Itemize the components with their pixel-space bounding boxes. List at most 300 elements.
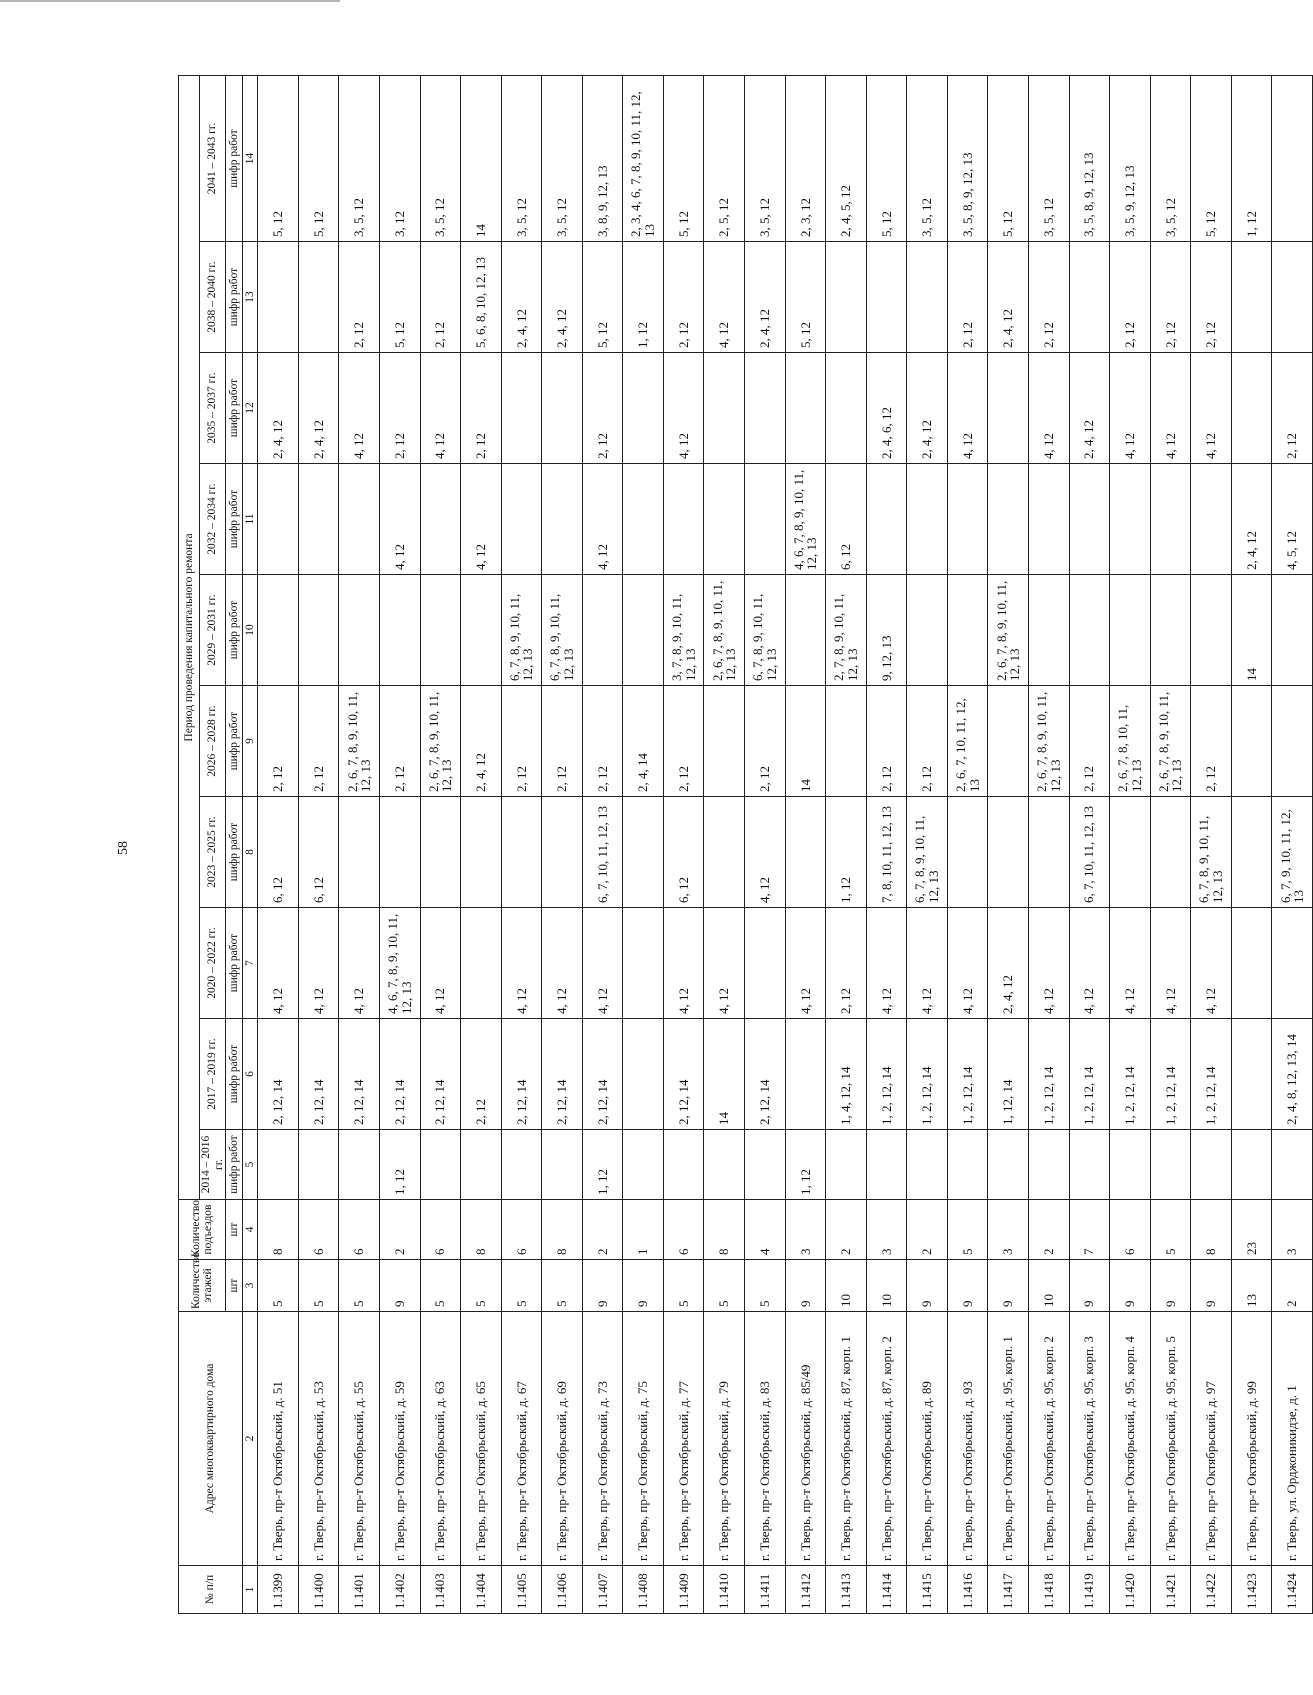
row-floors: 9: [947, 1260, 988, 1312]
row-work-codes: [1028, 797, 1069, 908]
row-work-codes: [1272, 242, 1313, 353]
row-work-codes: [785, 575, 826, 686]
row-work-codes: 1, 12: [379, 1130, 420, 1200]
row-number: 1.1413: [826, 1566, 867, 1614]
row-entrances: 2: [379, 1200, 420, 1260]
header-code-label: шифр работ: [226, 575, 243, 686]
header-period-5: 2029 – 2031 гг.: [200, 575, 226, 686]
row-work-codes: [907, 464, 948, 575]
table-row: [826, 75, 867, 1613]
row-floors: 10: [866, 1260, 907, 1312]
table-row: [1191, 75, 1232, 1613]
row-work-codes: [704, 1130, 745, 1200]
row-work-codes: 2, 12, 14: [298, 1019, 339, 1130]
row-entrances: 8: [542, 1200, 583, 1260]
row-work-codes: 3, 5, 12: [1150, 75, 1191, 241]
row-work-codes: [461, 1130, 502, 1200]
row-work-codes: [1231, 797, 1272, 908]
header-unit-floors: шт: [226, 1260, 243, 1312]
row-work-codes: [907, 242, 948, 353]
row-work-codes: [420, 464, 461, 575]
row-address: г. Тверь, пр-т Октябрьский, д. 95, корп. 4: [1110, 1312, 1151, 1566]
row-work-codes: [582, 575, 623, 686]
row-address: г. Тверь, пр-т Октябрьский, д. 95, корп. 3: [1069, 1312, 1110, 1566]
row-work-codes: 2, 6, 7, 8, 9, 10, 11, 12, 13: [704, 575, 745, 686]
row-work-codes: 5, 12: [866, 75, 907, 241]
row-address: г. Тверь, пр-т Октябрьский, д. 69: [542, 1312, 583, 1566]
row-work-codes: 1, 2, 12, 14: [907, 1019, 948, 1130]
table-row: [785, 75, 826, 1613]
row-address: г. Тверь, пр-т Октябрьский, д. 77: [663, 1312, 704, 1566]
row-work-codes: 6, 7, 8, 9, 10, 11, 12, 13: [501, 575, 542, 686]
table-row: [907, 75, 948, 1613]
row-work-codes: 6, 7, 10, 11, 12, 13: [1069, 797, 1110, 908]
row-entrances: 2: [582, 1200, 623, 1260]
row-work-codes: 4, 12: [1069, 908, 1110, 1019]
table-row: [582, 75, 623, 1613]
header-entrances: Количество подъездов: [179, 1200, 226, 1260]
row-work-codes: [1231, 1130, 1272, 1200]
row-work-codes: 4, 12: [582, 908, 623, 1019]
row-work-codes: [988, 464, 1029, 575]
row-work-codes: 6, 7, 8, 9, 10, 11, 12, 13: [907, 797, 948, 908]
header-column-number: 13: [243, 242, 258, 353]
row-number: 1.1423: [1231, 1566, 1272, 1614]
rotated-page-frame: [178, 76, 1313, 1614]
row-work-codes: 2, 12, 14: [745, 1019, 786, 1130]
row-work-codes: [1028, 575, 1069, 686]
row-work-codes: 1, 2, 12, 14: [947, 1019, 988, 1130]
row-number: 1.1409: [663, 1566, 704, 1614]
header-floors: Количество этажей: [179, 1260, 226, 1312]
row-work-codes: 2, 6, 7, 8, 10, 11, 12, 13: [1110, 686, 1151, 797]
row-work-codes: 4, 12: [461, 464, 502, 575]
row-work-codes: 2, 3, 4, 6, 7, 8, 9, 10, 11, 12, 13: [623, 75, 664, 241]
row-work-codes: 4, 12: [1110, 353, 1151, 464]
row-work-codes: 2, 4, 12: [745, 242, 786, 353]
row-work-codes: 2, 12, 14: [582, 1019, 623, 1130]
header-period-3: 2023 – 2025 гг.: [200, 797, 226, 908]
row-work-codes: [1110, 464, 1151, 575]
header-column-number: 6: [243, 1019, 258, 1130]
row-work-codes: [1272, 1130, 1313, 1200]
row-work-codes: [339, 575, 380, 686]
row-work-codes: [501, 464, 542, 575]
row-entrances: 6: [1110, 1200, 1151, 1260]
row-work-codes: [542, 464, 583, 575]
row-work-codes: 5, 6, 8, 10, 12, 13: [461, 242, 502, 353]
row-work-codes: [1231, 686, 1272, 797]
row-work-codes: 1, 12: [623, 242, 664, 353]
header-period-2: 2020 – 2022 гг.: [200, 908, 226, 1019]
row-work-codes: [826, 242, 867, 353]
row-number: 1.1408: [623, 1566, 664, 1614]
row-work-codes: [501, 353, 542, 464]
row-work-codes: [379, 575, 420, 686]
row-floors: 5: [501, 1260, 542, 1312]
row-work-codes: 2, 12: [663, 242, 704, 353]
header-period-0: 2014 – 2016 гг.: [200, 1130, 226, 1200]
row-number: 1.1411: [745, 1566, 786, 1614]
row-work-codes: 2, 12, 14: [501, 1019, 542, 1130]
row-work-codes: 2, 4, 5, 12: [826, 75, 867, 241]
row-work-codes: 2, 12: [947, 242, 988, 353]
row-work-codes: [947, 1130, 988, 1200]
row-work-codes: [947, 797, 988, 908]
row-work-codes: 2, 6, 7, 8, 9, 10, 11, 12, 13: [1150, 686, 1191, 797]
row-work-codes: 14: [461, 75, 502, 241]
row-work-codes: 3, 5, 8, 9, 12, 13: [947, 75, 988, 241]
row-work-codes: [866, 242, 907, 353]
row-work-codes: 7, 8, 10, 11, 12, 13: [866, 797, 907, 908]
row-work-codes: [1150, 575, 1191, 686]
table-row: [501, 75, 542, 1613]
row-work-codes: 2, 12: [298, 686, 339, 797]
row-work-codes: [663, 464, 704, 575]
header-column-number: 8: [243, 797, 258, 908]
row-work-codes: [501, 1130, 542, 1200]
row-work-codes: 4, 12: [542, 908, 583, 1019]
header-code-label: шифр работ: [226, 464, 243, 575]
row-number: 1.1410: [704, 1566, 745, 1614]
row-floors: 10: [826, 1260, 867, 1312]
row-work-codes: 4, 12: [339, 353, 380, 464]
row-entrances: 6: [420, 1200, 461, 1260]
row-work-codes: [826, 686, 867, 797]
row-work-codes: 3, 5, 12: [907, 75, 948, 241]
row-work-codes: 4, 12: [1191, 908, 1232, 1019]
row-work-codes: [501, 797, 542, 908]
scan-edge-line: [0, 0, 340, 2]
row-work-codes: 14: [704, 1019, 745, 1130]
row-work-codes: 3, 7, 8, 9, 10, 11, 12, 13: [663, 575, 704, 686]
row-entrances: 7: [1069, 1200, 1110, 1260]
row-work-codes: [907, 1130, 948, 1200]
row-work-codes: 1, 2, 12, 14: [1028, 1019, 1069, 1130]
row-work-codes: [907, 575, 948, 686]
row-work-codes: 2, 4, 12: [501, 242, 542, 353]
table-row: [1150, 75, 1191, 1613]
row-work-codes: 4, 12: [947, 353, 988, 464]
row-entrances: 6: [663, 1200, 704, 1260]
header-period-4: 2026 – 2028 гг.: [200, 686, 226, 797]
row-address: г. Тверь, пр-т Октябрьский, д. 89: [907, 1312, 948, 1566]
row-floors: 9: [785, 1260, 826, 1312]
table-body: [258, 75, 1313, 1613]
row-work-codes: 14: [1231, 575, 1272, 686]
row-floors: 5: [258, 1260, 299, 1312]
row-work-codes: 6, 12: [258, 797, 299, 908]
row-work-codes: 2, 12: [1191, 686, 1232, 797]
row-work-codes: 4, 12: [420, 353, 461, 464]
page-number: 58: [116, 841, 131, 855]
row-work-codes: [623, 908, 664, 1019]
row-work-codes: 4, 5, 12: [1272, 464, 1313, 575]
header-period: Период проведения капитального ремонта: [179, 75, 200, 1199]
row-work-codes: [1069, 464, 1110, 575]
row-entrances: 5: [1150, 1200, 1191, 1260]
row-work-codes: 4, 12: [339, 908, 380, 1019]
row-work-codes: 1, 2, 12, 14: [1191, 1019, 1232, 1130]
row-work-codes: 3, 5, 12: [1028, 75, 1069, 241]
row-work-codes: [298, 242, 339, 353]
header-address: Адрес многоквартирного дома: [179, 1312, 243, 1566]
row-work-codes: 6, 7, 10, 11, 12, 13: [582, 797, 623, 908]
row-work-codes: [1272, 686, 1313, 797]
row-floors: 5: [542, 1260, 583, 1312]
row-work-codes: 4, 12: [258, 908, 299, 1019]
row-work-codes: [785, 797, 826, 908]
row-work-codes: [1231, 242, 1272, 353]
row-address: г. Тверь, пр-т Октябрьский, д. 65: [461, 1312, 502, 1566]
row-work-codes: 2, 12, 14: [542, 1019, 583, 1130]
row-work-codes: [1231, 353, 1272, 464]
row-work-codes: 4, 12: [907, 908, 948, 1019]
row-number: 1.1422: [1191, 1566, 1232, 1614]
row-work-codes: [1110, 575, 1151, 686]
row-work-codes: 2, 12: [907, 686, 948, 797]
row-work-codes: 1, 12: [785, 1130, 826, 1200]
row-work-codes: 2, 12: [745, 686, 786, 797]
row-work-codes: 2, 12, 14: [379, 1019, 420, 1130]
row-work-codes: 6, 7, 8, 9, 10, 11, 12, 13: [1191, 797, 1232, 908]
row-address: г. Тверь, пр-т Октябрьский, д. 85/49: [785, 1312, 826, 1566]
row-address: г. Тверь, пр-т Октябрьский, д. 63: [420, 1312, 461, 1566]
row-work-codes: 2, 12: [826, 908, 867, 1019]
row-work-codes: 2, 12: [1110, 242, 1151, 353]
row-entrances: 4: [745, 1200, 786, 1260]
row-entrances: 1: [623, 1200, 664, 1260]
row-number: 1.1420: [1110, 1566, 1151, 1614]
row-work-codes: 2, 3, 12: [785, 75, 826, 241]
row-number: 1.1400: [298, 1566, 339, 1614]
row-work-codes: [947, 575, 988, 686]
row-address: г. Тверь, пр-т Октябрьский, д. 87, корп. 2: [866, 1312, 907, 1566]
row-work-codes: 2, 4, 12: [988, 908, 1029, 1019]
row-work-codes: [1069, 1130, 1110, 1200]
row-entrances: 8: [1191, 1200, 1232, 1260]
row-work-codes: 6, 7, 8, 9, 10, 11, 12, 13: [542, 575, 583, 686]
row-entrances: 8: [258, 1200, 299, 1260]
header-column-number: 1: [243, 1566, 258, 1614]
row-work-codes: 4, 12: [1028, 353, 1069, 464]
row-work-codes: 3, 5, 12: [339, 75, 380, 241]
row-work-codes: 5, 12: [1191, 75, 1232, 241]
row-work-codes: 5, 12: [663, 75, 704, 241]
row-work-codes: [1272, 575, 1313, 686]
header-code-label: шифр работ: [226, 908, 243, 1019]
row-address: г. Тверь, пр-т Октябрьский, д. 51: [258, 1312, 299, 1566]
row-address: г. Тверь, ул. Орджоникидзе, д. 1: [1272, 1312, 1313, 1566]
row-work-codes: 2, 12: [542, 686, 583, 797]
row-work-codes: [826, 1130, 867, 1200]
table-row: [298, 75, 339, 1613]
header-code-label: шифр работ: [226, 242, 243, 353]
row-entrances: 23: [1231, 1200, 1272, 1260]
row-work-codes: 3, 5, 12: [420, 75, 461, 241]
row-work-codes: 2, 5, 12: [704, 75, 745, 241]
row-work-codes: 4, 6, 7, 8, 9, 10, 11, 12, 13: [785, 464, 826, 575]
row-work-codes: 2, 4, 14: [623, 686, 664, 797]
table-row: [745, 75, 786, 1613]
row-address: г. Тверь, пр-т Октябрьский, д. 55: [339, 1312, 380, 1566]
row-floors: 5: [704, 1260, 745, 1312]
row-number: 1.1419: [1069, 1566, 1110, 1614]
row-work-codes: 4, 12: [947, 908, 988, 1019]
row-floors: 5: [461, 1260, 502, 1312]
row-work-codes: 2, 12: [461, 1019, 502, 1130]
row-floors: 9: [1191, 1260, 1232, 1312]
row-work-codes: 1, 2, 12, 14: [1150, 1019, 1191, 1130]
row-work-codes: 4, 12: [298, 908, 339, 1019]
row-address: г. Тверь, пр-т Октябрьский, д. 95, корп. 2: [1028, 1312, 1069, 1566]
row-work-codes: [1191, 575, 1232, 686]
header-column-number: 12: [243, 353, 258, 464]
row-work-codes: 4, 12: [379, 464, 420, 575]
table-row: [461, 75, 502, 1613]
row-work-codes: 3, 5, 12: [745, 75, 786, 241]
row-work-codes: 4, 12: [582, 464, 623, 575]
header-column-number: 2: [243, 1312, 258, 1566]
row-work-codes: 2, 12: [582, 686, 623, 797]
row-work-codes: 5, 12: [298, 75, 339, 241]
row-floors: 9: [988, 1260, 1029, 1312]
row-number: 1.1415: [907, 1566, 948, 1614]
row-entrances: 8: [461, 1200, 502, 1260]
row-work-codes: 2, 4, 12: [1231, 464, 1272, 575]
row-number: 1.1424: [1272, 1566, 1313, 1614]
row-address: г. Тверь, пр-т Октябрьский, д. 79: [704, 1312, 745, 1566]
row-number: 1.1403: [420, 1566, 461, 1614]
row-work-codes: 1, 2, 12, 14: [1110, 1019, 1151, 1130]
table-row: [1231, 75, 1272, 1613]
row-work-codes: 2, 12: [1069, 686, 1110, 797]
row-work-codes: [298, 464, 339, 575]
table-row: [258, 75, 299, 1613]
row-work-codes: 3, 5, 12: [501, 75, 542, 241]
header-column-number: 10: [243, 575, 258, 686]
row-work-codes: [704, 797, 745, 908]
row-floors: 9: [582, 1260, 623, 1312]
row-work-codes: [1272, 75, 1313, 241]
row-work-codes: [866, 464, 907, 575]
row-work-codes: 1, 4, 12, 14: [826, 1019, 867, 1130]
table-row: [1028, 75, 1069, 1613]
row-work-codes: 2, 4, 6, 12: [866, 353, 907, 464]
row-work-codes: 5, 12: [258, 75, 299, 241]
row-work-codes: 1, 12, 14: [988, 1019, 1029, 1130]
row-work-codes: 2, 4, 12: [258, 353, 299, 464]
row-work-codes: [745, 908, 786, 1019]
column-number-row: [243, 75, 258, 1613]
row-work-codes: [947, 464, 988, 575]
header-column-number: 14: [243, 75, 258, 241]
row-work-codes: 2, 12: [1272, 353, 1313, 464]
row-work-codes: [1191, 464, 1232, 575]
row-work-codes: 4, 12: [1191, 353, 1232, 464]
row-number: 1.1421: [1150, 1566, 1191, 1614]
row-work-codes: 2, 12, 14: [339, 1019, 380, 1130]
row-work-codes: 4, 12: [1150, 908, 1191, 1019]
header-code-label: шифр работ: [226, 797, 243, 908]
row-work-codes: 3, 5, 8, 9, 12, 13: [1069, 75, 1110, 241]
header-code-label: шифр работ: [226, 1019, 243, 1130]
row-address: г. Тверь, пр-т Октябрьский, д. 73: [582, 1312, 623, 1566]
row-work-codes: 4, 12: [866, 908, 907, 1019]
row-work-codes: 2, 12: [866, 686, 907, 797]
header-period-7: 2035 – 2037 гг.: [200, 353, 226, 464]
row-work-codes: 6, 12: [826, 464, 867, 575]
row-floors: 9: [907, 1260, 948, 1312]
row-work-codes: [420, 575, 461, 686]
row-work-codes: [704, 464, 745, 575]
row-entrances: 8: [704, 1200, 745, 1260]
row-address: г. Тверь, пр-т Октябрьский, д. 87, корп. 1: [826, 1312, 867, 1566]
row-number: 1.1407: [582, 1566, 623, 1614]
row-work-codes: 2, 12: [258, 686, 299, 797]
row-work-codes: [826, 353, 867, 464]
header-column-number: 11: [243, 464, 258, 575]
row-floors: 13: [1231, 1260, 1272, 1312]
row-work-codes: 3, 5, 9, 12, 13: [1110, 75, 1151, 241]
row-number: 1.1417: [988, 1566, 1029, 1614]
row-work-codes: 4, 12: [501, 908, 542, 1019]
row-number: 1.1414: [866, 1566, 907, 1614]
table-row: [420, 75, 461, 1613]
row-work-codes: 2, 6, 7, 8, 9, 10, 11, 12, 13: [988, 575, 1029, 686]
row-work-codes: 4, 12: [704, 242, 745, 353]
row-work-codes: [623, 464, 664, 575]
row-work-codes: [623, 353, 664, 464]
table-row: [866, 75, 907, 1613]
table-row: [663, 75, 704, 1613]
row-work-codes: 6, 12: [298, 797, 339, 908]
row-work-codes: 3, 5, 12: [542, 75, 583, 241]
row-floors: 5: [420, 1260, 461, 1312]
row-work-codes: 2, 12: [339, 242, 380, 353]
row-entrances: 2: [826, 1200, 867, 1260]
row-work-codes: 2, 12, 14: [258, 1019, 299, 1130]
row-work-codes: 2, 12: [1028, 242, 1069, 353]
header-period-1: 2017 – 2019 гг.: [200, 1019, 226, 1130]
header-column-number: 9: [243, 686, 258, 797]
row-address: г. Тверь, пр-т Октябрьский, д. 75: [623, 1312, 664, 1566]
capital-repair-schedule-table: [178, 75, 1313, 1614]
header-period-8: 2038 – 2040 гг.: [200, 242, 226, 353]
row-work-codes: 2, 12, 14: [663, 1019, 704, 1130]
row-work-codes: 2, 4, 12: [907, 353, 948, 464]
row-floors: 5: [339, 1260, 380, 1312]
row-address: г. Тверь, пр-т Октябрьский, д. 59: [379, 1312, 420, 1566]
row-work-codes: [1069, 242, 1110, 353]
row-work-codes: [1028, 1130, 1069, 1200]
row-number: 1.1412: [785, 1566, 826, 1614]
row-address: г. Тверь, пр-т Октябрьский, д. 95, корп. 5: [1150, 1312, 1191, 1566]
row-work-codes: 2, 12: [501, 686, 542, 797]
row-entrances: 3: [866, 1200, 907, 1260]
row-work-codes: 1, 2, 12, 14: [866, 1019, 907, 1130]
row-entrances: 3: [785, 1200, 826, 1260]
row-work-codes: [663, 1130, 704, 1200]
row-floors: 5: [298, 1260, 339, 1312]
row-work-codes: 1, 12: [582, 1130, 623, 1200]
row-floors: 5: [663, 1260, 704, 1312]
row-work-codes: [298, 575, 339, 686]
row-work-codes: 4, 12: [663, 908, 704, 1019]
row-work-codes: [1150, 797, 1191, 908]
row-work-codes: [1150, 464, 1191, 575]
row-work-codes: [1191, 1130, 1232, 1200]
